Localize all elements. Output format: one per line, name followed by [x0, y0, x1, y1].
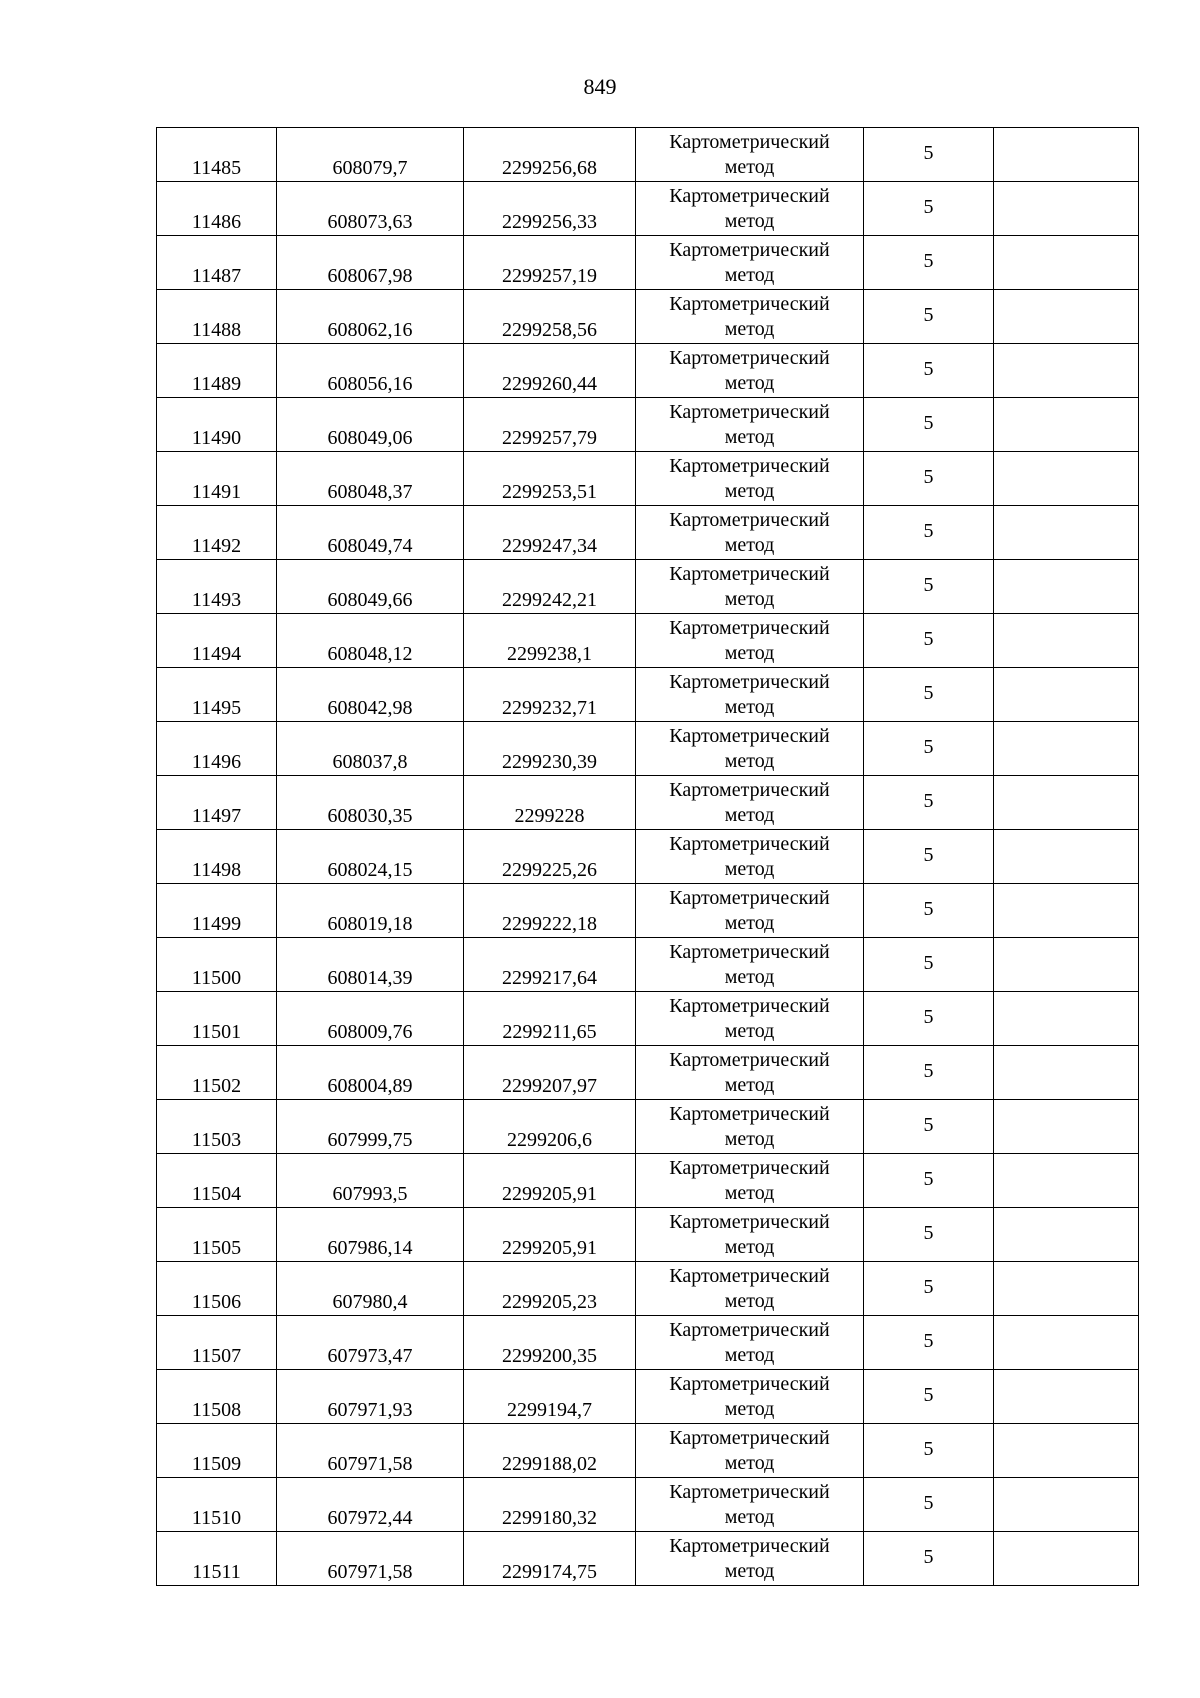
method-line-1: Картометрический [669, 724, 830, 747]
accuracy-cell: 5 [864, 182, 994, 236]
method-cell [636, 344, 864, 398]
note-cell [994, 722, 1139, 776]
method-line-1: Картометрический [669, 562, 830, 585]
x-coordinate-cell: 608067,98 [277, 236, 464, 290]
x-coordinate-cell: 608048,12 [277, 614, 464, 668]
x-coordinate-cell: 607993,5 [277, 1154, 464, 1208]
method-cell [636, 614, 864, 668]
y-coordinate-cell: 2299247,34 [464, 506, 636, 560]
method-line-1: Картометрический [669, 778, 830, 801]
accuracy-cell: 5 [864, 1478, 994, 1532]
accuracy-cell: 5 [864, 938, 994, 992]
method-line-2: метод [724, 1073, 775, 1096]
x-coordinate-cell: 608030,35 [277, 776, 464, 830]
note-cell [994, 452, 1139, 506]
accuracy-cell: 5 [864, 1316, 994, 1370]
y-coordinate-cell: 2299206,6 [464, 1100, 636, 1154]
point-id-cell: 11510 [157, 1478, 277, 1532]
method-line-2: метод [724, 1181, 775, 1204]
y-coordinate-cell: 2299200,35 [464, 1316, 636, 1370]
y-coordinate-cell: 2299174,75 [464, 1532, 636, 1586]
method-line-2: метод [724, 479, 775, 502]
method-line-1: Картометрический [669, 1264, 830, 1287]
x-coordinate-cell: 608014,39 [277, 938, 464, 992]
note-cell [994, 1532, 1139, 1586]
accuracy-cell: 5 [864, 1100, 994, 1154]
method-line-1: Картометрический [669, 1048, 830, 1071]
method-line-1: Картометрический [669, 1426, 830, 1449]
x-coordinate-cell: 607971,58 [277, 1424, 464, 1478]
note-cell [994, 992, 1139, 1046]
method-line-2: метод [724, 263, 775, 286]
method-line-1: Картометрический [669, 1102, 830, 1125]
note-cell [994, 128, 1139, 182]
x-coordinate-cell: 608019,18 [277, 884, 464, 938]
x-coordinate-cell: 607971,93 [277, 1370, 464, 1424]
y-coordinate-cell: 2299207,97 [464, 1046, 636, 1100]
table-row [157, 668, 1139, 722]
method-line-1: Картометрический [669, 130, 830, 153]
y-coordinate-cell: 2299217,64 [464, 938, 636, 992]
y-coordinate-cell: 2299257,19 [464, 236, 636, 290]
x-coordinate-cell: 608073,63 [277, 182, 464, 236]
point-id-cell: 11490 [157, 398, 277, 452]
table-row [157, 1478, 1139, 1532]
y-coordinate-cell: 2299228 [464, 776, 636, 830]
method-cell [636, 1370, 864, 1424]
method-line-2: метод [724, 1505, 775, 1528]
method-line-2: метод [724, 317, 775, 340]
method-line-2: метод [724, 425, 775, 448]
x-coordinate-cell: 608009,76 [277, 992, 464, 1046]
y-coordinate-cell: 2299260,44 [464, 344, 636, 398]
accuracy-cell: 5 [864, 344, 994, 398]
x-coordinate-cell: 608049,06 [277, 398, 464, 452]
method-line-2: метод [724, 641, 775, 664]
method-cell [636, 830, 864, 884]
point-id-cell: 11506 [157, 1262, 277, 1316]
point-id-cell: 11488 [157, 290, 277, 344]
note-cell [994, 1316, 1139, 1370]
x-coordinate-cell: 608056,16 [277, 344, 464, 398]
method-line-1: Картометрический [669, 184, 830, 207]
method-line-2: метод [724, 803, 775, 826]
method-line-1: Картометрический [669, 670, 830, 693]
point-id-cell: 11487 [157, 236, 277, 290]
point-id-cell: 11485 [157, 128, 277, 182]
point-id-cell: 11505 [157, 1208, 277, 1262]
table-row [157, 290, 1139, 344]
accuracy-cell: 5 [864, 722, 994, 776]
accuracy-cell: 5 [864, 1532, 994, 1586]
y-coordinate-cell: 2299180,32 [464, 1478, 636, 1532]
table-row [157, 128, 1139, 182]
table-row [157, 884, 1139, 938]
x-coordinate-cell: 608049,74 [277, 506, 464, 560]
method-line-2: метод [724, 533, 775, 556]
method-line-1: Картометрический [669, 1210, 830, 1233]
table-row [157, 1262, 1139, 1316]
table-row [157, 1208, 1139, 1262]
method-line-1: Картометрический [669, 616, 830, 639]
table-row [157, 236, 1139, 290]
note-cell [994, 776, 1139, 830]
accuracy-cell: 5 [864, 992, 994, 1046]
table-row [157, 1046, 1139, 1100]
method-line-1: Картометрический [669, 832, 830, 855]
note-cell [994, 182, 1139, 236]
y-coordinate-cell: 2299232,71 [464, 668, 636, 722]
note-cell [994, 1208, 1139, 1262]
method-cell [636, 776, 864, 830]
table-row [157, 1532, 1139, 1586]
method-line-2: метод [724, 911, 775, 934]
point-id-cell: 11492 [157, 506, 277, 560]
accuracy-cell: 5 [864, 452, 994, 506]
point-id-cell: 11495 [157, 668, 277, 722]
method-line-2: метод [724, 1289, 775, 1312]
method-cell [636, 506, 864, 560]
accuracy-cell: 5 [864, 128, 994, 182]
point-id-cell: 11502 [157, 1046, 277, 1100]
y-coordinate-cell: 2299256,68 [464, 128, 636, 182]
y-coordinate-cell: 2299225,26 [464, 830, 636, 884]
table-row [157, 1154, 1139, 1208]
method-line-2: метод [724, 1559, 775, 1582]
x-coordinate-cell: 607980,4 [277, 1262, 464, 1316]
point-id-cell: 11500 [157, 938, 277, 992]
method-line-2: метод [724, 965, 775, 988]
method-line-2: метод [724, 1343, 775, 1366]
table-row [157, 1316, 1139, 1370]
method-line-2: метод [724, 155, 775, 178]
coordinates-table [156, 127, 1139, 1586]
coordinates-table-body [157, 128, 1139, 1586]
y-coordinate-cell: 2299188,02 [464, 1424, 636, 1478]
x-coordinate-cell: 608079,7 [277, 128, 464, 182]
accuracy-cell: 5 [864, 884, 994, 938]
note-cell [994, 614, 1139, 668]
method-line-2: метод [724, 371, 775, 394]
x-coordinate-cell: 608049,66 [277, 560, 464, 614]
method-line-2: метод [724, 1451, 775, 1474]
method-line-2: метод [724, 695, 775, 718]
y-coordinate-cell: 2299253,51 [464, 452, 636, 506]
x-coordinate-cell: 607973,47 [277, 1316, 464, 1370]
method-cell [636, 1100, 864, 1154]
table-row [157, 182, 1139, 236]
table-row [157, 830, 1139, 884]
y-coordinate-cell: 2299230,39 [464, 722, 636, 776]
method-line-2: метод [724, 749, 775, 772]
method-cell [636, 992, 864, 1046]
point-id-cell: 11491 [157, 452, 277, 506]
point-id-cell: 11486 [157, 182, 277, 236]
point-id-cell: 11494 [157, 614, 277, 668]
method-line-1: Картометрический [669, 1372, 830, 1395]
table-row [157, 452, 1139, 506]
x-coordinate-cell: 608037,8 [277, 722, 464, 776]
accuracy-cell: 5 [864, 614, 994, 668]
method-line-1: Картометрический [669, 292, 830, 315]
x-coordinate-cell: 608062,16 [277, 290, 464, 344]
table-row [157, 992, 1139, 1046]
method-line-1: Картометрический [669, 1156, 830, 1179]
note-cell [994, 1424, 1139, 1478]
table-row [157, 506, 1139, 560]
accuracy-cell: 5 [864, 1370, 994, 1424]
method-line-2: метод [724, 587, 775, 610]
accuracy-cell: 5 [864, 668, 994, 722]
method-line-1: Картометрический [669, 994, 830, 1017]
note-cell [994, 668, 1139, 722]
y-coordinate-cell: 2299258,56 [464, 290, 636, 344]
method-cell [636, 1154, 864, 1208]
method-cell [636, 452, 864, 506]
point-id-cell: 11498 [157, 830, 277, 884]
accuracy-cell: 5 [864, 398, 994, 452]
x-coordinate-cell: 607999,75 [277, 1100, 464, 1154]
note-cell [994, 236, 1139, 290]
method-line-2: метод [724, 1397, 775, 1420]
accuracy-cell: 5 [864, 1424, 994, 1478]
method-line-2: метод [724, 209, 775, 232]
x-coordinate-cell: 607971,58 [277, 1532, 464, 1586]
method-line-2: метод [724, 1235, 775, 1258]
x-coordinate-cell: 608004,89 [277, 1046, 464, 1100]
note-cell [994, 1478, 1139, 1532]
y-coordinate-cell: 2299238,1 [464, 614, 636, 668]
note-cell [994, 560, 1139, 614]
method-cell [636, 1208, 864, 1262]
method-line-1: Картометрический [669, 454, 830, 477]
accuracy-cell: 5 [864, 830, 994, 884]
method-cell [636, 1046, 864, 1100]
method-line-2: метод [724, 1019, 775, 1042]
note-cell [994, 884, 1139, 938]
point-id-cell: 11489 [157, 344, 277, 398]
method-cell [636, 290, 864, 344]
method-line-1: Картометрический [669, 1534, 830, 1557]
table-row [157, 722, 1139, 776]
method-cell [636, 182, 864, 236]
method-cell [636, 938, 864, 992]
method-cell [636, 1316, 864, 1370]
note-cell [994, 830, 1139, 884]
accuracy-cell: 5 [864, 560, 994, 614]
method-cell [636, 560, 864, 614]
method-cell [636, 722, 864, 776]
table-row [157, 560, 1139, 614]
note-cell [994, 938, 1139, 992]
table-row [157, 1100, 1139, 1154]
y-coordinate-cell: 2299257,79 [464, 398, 636, 452]
accuracy-cell: 5 [864, 506, 994, 560]
y-coordinate-cell: 2299205,23 [464, 1262, 636, 1316]
accuracy-cell: 5 [864, 236, 994, 290]
point-id-cell: 11496 [157, 722, 277, 776]
table-row [157, 398, 1139, 452]
method-line-1: Картометрический [669, 1480, 830, 1503]
method-cell [636, 1424, 864, 1478]
method-line-1: Картометрический [669, 940, 830, 963]
table-row [157, 938, 1139, 992]
x-coordinate-cell: 608024,15 [277, 830, 464, 884]
y-coordinate-cell: 2299211,65 [464, 992, 636, 1046]
table-row [157, 1424, 1139, 1478]
accuracy-cell: 5 [864, 776, 994, 830]
note-cell [994, 1100, 1139, 1154]
table-row [157, 1370, 1139, 1424]
table-row [157, 614, 1139, 668]
y-coordinate-cell: 2299205,91 [464, 1208, 636, 1262]
note-cell [994, 398, 1139, 452]
page-number: 849 [583, 74, 617, 99]
y-coordinate-cell: 2299222,18 [464, 884, 636, 938]
note-cell [994, 290, 1139, 344]
accuracy-cell: 5 [864, 1046, 994, 1100]
point-id-cell: 11507 [157, 1316, 277, 1370]
point-id-cell: 11497 [157, 776, 277, 830]
y-coordinate-cell: 2299256,33 [464, 182, 636, 236]
x-coordinate-cell: 608042,98 [277, 668, 464, 722]
point-id-cell: 11504 [157, 1154, 277, 1208]
y-coordinate-cell: 2299194,7 [464, 1370, 636, 1424]
method-cell [636, 398, 864, 452]
point-id-cell: 11499 [157, 884, 277, 938]
note-cell [994, 506, 1139, 560]
point-id-cell: 11511 [157, 1532, 277, 1586]
method-cell [636, 1532, 864, 1586]
accuracy-cell: 5 [864, 1262, 994, 1316]
method-line-2: метод [724, 1127, 775, 1150]
method-cell [636, 236, 864, 290]
note-cell [994, 1046, 1139, 1100]
method-line-1: Картометрический [669, 400, 830, 423]
accuracy-cell: 5 [864, 1208, 994, 1262]
method-cell [636, 1262, 864, 1316]
accuracy-cell: 5 [864, 290, 994, 344]
x-coordinate-cell: 607972,44 [277, 1478, 464, 1532]
y-coordinate-cell: 2299205,91 [464, 1154, 636, 1208]
note-cell [994, 1262, 1139, 1316]
point-id-cell: 11501 [157, 992, 277, 1046]
table-row [157, 776, 1139, 830]
note-cell [994, 344, 1139, 398]
point-id-cell: 11509 [157, 1424, 277, 1478]
method-cell [636, 1478, 864, 1532]
method-cell [636, 668, 864, 722]
method-line-1: Картометрический [669, 886, 830, 909]
method-line-1: Картометрический [669, 1318, 830, 1341]
x-coordinate-cell: 608048,37 [277, 452, 464, 506]
method-cell [636, 128, 864, 182]
method-line-1: Картометрический [669, 508, 830, 531]
method-line-1: Картометрический [669, 238, 830, 261]
table-row [157, 344, 1139, 398]
method-cell [636, 884, 864, 938]
x-coordinate-cell: 607986,14 [277, 1208, 464, 1262]
method-line-2: метод [724, 857, 775, 880]
note-cell [994, 1370, 1139, 1424]
method-line-1: Картометрический [669, 346, 830, 369]
y-coordinate-cell: 2299242,21 [464, 560, 636, 614]
note-cell [994, 1154, 1139, 1208]
point-id-cell: 11503 [157, 1100, 277, 1154]
point-id-cell: 11508 [157, 1370, 277, 1424]
accuracy-cell: 5 [864, 1154, 994, 1208]
point-id-cell: 11493 [157, 560, 277, 614]
